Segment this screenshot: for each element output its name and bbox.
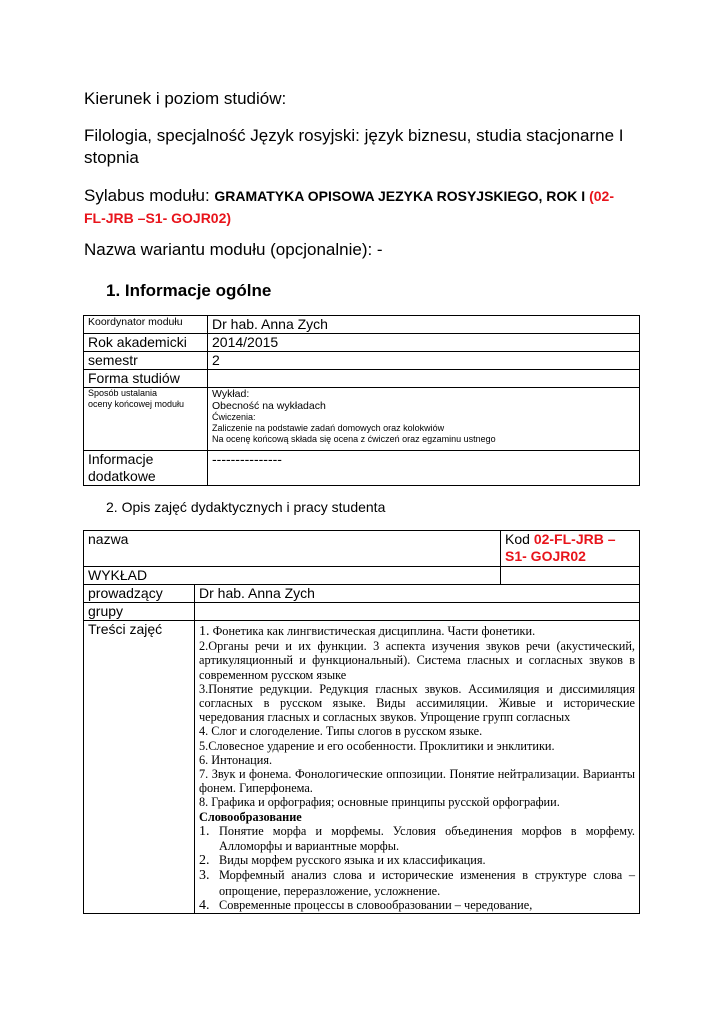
grading-exercises-rule: Zaliczenie na podstawie zadań domowych oraz kolokwiów [212,423,445,433]
additional-info-value: --------------- [208,451,640,486]
content-item-5: 5.Словесное ударение и его особенности. Проклитики и энклитики. [199,738,555,753]
content-item-6: 6. Интонация. [199,752,273,767]
module-code-prefix: Kod [505,531,534,547]
grading-label [84,388,208,451]
additional-info-label [84,451,208,486]
groups-value [195,603,640,621]
word-formation-item-3: 3. Морфемный анализ слова и исторические изменения в структуре слова – опрощение, переразложение, усложнение. [199,868,635,898]
content-item-1: 1. Фонетика как лингвистическая дисциплина. Части фонетики. [199,624,536,639]
course-content [195,621,640,914]
study-form-label: Forma studiów [84,370,208,388]
lecture-type: WYKŁAD [84,567,501,585]
content-item-3: 3.Понятие редукции. Редукция гласных звуков. Ассимиляция и диссимиляция согласных в русском языке. Виды ассимиляции. Живые и исторические чередования гласных и согласных звуков. Упрощение групп согласных [199,681,635,725]
word-formation-list [199,824,635,913]
content-item-2: 2.Органы речи и их функции. 3 аспекта изучения звуков речи (акустический, артикуляционный и функциональный). Система гласных и согласных звуков в современном русском языке [199,639,635,682]
grading-lecture-rule: Obecność na wykładach [212,400,326,412]
coordinator-value: Dr hab. Anna Zych [208,316,640,334]
content-item-8: 8. Графика и орфография; основные принципы русской орфографии. [199,795,560,810]
grading-final-rule: Na ocenę końcową składa się ocena z ćwiczeń oraz egzaminu ustnego [212,434,496,444]
grading-exercises-heading: Ćwiczenia: [212,412,256,422]
course-description-table [83,530,640,914]
syllabus-code-part1: (02- [589,188,614,204]
instructor-label: prowadzący [84,585,195,603]
program-value-line2: stopnia [84,148,139,167]
grading-value [208,388,640,451]
semester-label: semestr [84,352,208,370]
section-1-heading: 1. Informacje ogólne [106,281,272,300]
additional-info-label-line2: dodatkowe [88,468,156,484]
grading-lecture-heading: Wykład: [212,388,250,400]
study-form-value [208,370,640,388]
word-formation-heading: Словообразование [199,809,302,824]
module-code [501,531,640,567]
syllabus-title [84,185,644,229]
word-formation-item-1: 1. Понятие морфа и морфемы. Условия объединения морфов в морфему. Алломорфы и вариантные морфы. [199,823,635,854]
program-value [84,125,644,169]
general-info-table [83,315,640,486]
word-formation-item-2: 2. Виды морфем русского языка и их классификация. [199,853,486,869]
semester-value: 2 [208,352,640,370]
module-code-part2: S1- GOJR02 [505,548,586,564]
course-content-label: Treści zajęć [84,621,195,914]
content-item-4: 4. Слог и слогоделение. Типы слогов в русском языке. [199,724,483,739]
module-code-part1: 02-FL-JRB – [533,531,616,547]
program-label: Kierunek i poziom studiów: [84,89,287,108]
grading-label-line1: Sposób ustalania [88,388,158,398]
instructor-value: Dr hab. Anna Zych [195,585,640,603]
syllabus-prefix: Sylabus modułu: [84,186,215,205]
syllabus-module-name: GRAMATYKA OPISOWA JEZYKA ROSYJSKIEGO, ROK I [214,188,590,204]
section-2-heading: 2. Opis zajęć dydaktycznych i pracy studenta [106,499,386,515]
coordinator-label: Koordynator modułu [84,316,208,334]
grading-label-line2: oceny końcowej modułu [88,399,185,409]
content-item-7: 7. Звук и фонема. Фонологические оппозиции. Понятие нейтрализации. Варианты фонем. Гиперфонема. [199,767,635,796]
syllabus-code-part2: FL-JRB –S1- GOJR02) [84,210,232,226]
academic-year-label: Rok akademicki [84,334,208,352]
additional-info-label-line1: Informacje [88,451,154,467]
word-formation-item-4: 4. Современные процессы в словообразовании – чередование, [199,897,533,913]
groups-label: grupy [84,603,195,621]
module-name-label: nazwa [84,531,501,567]
program-value-line1: Filologia, specjalność Język rosyjski: język biznesu, studia stacjonarne I [84,126,624,145]
academic-year-value: 2014/2015 [208,334,640,352]
variant-name: Nazwa wariantu modułu (opcjonalnie): - [84,240,383,259]
lecture-type-empty-cell [501,567,640,585]
